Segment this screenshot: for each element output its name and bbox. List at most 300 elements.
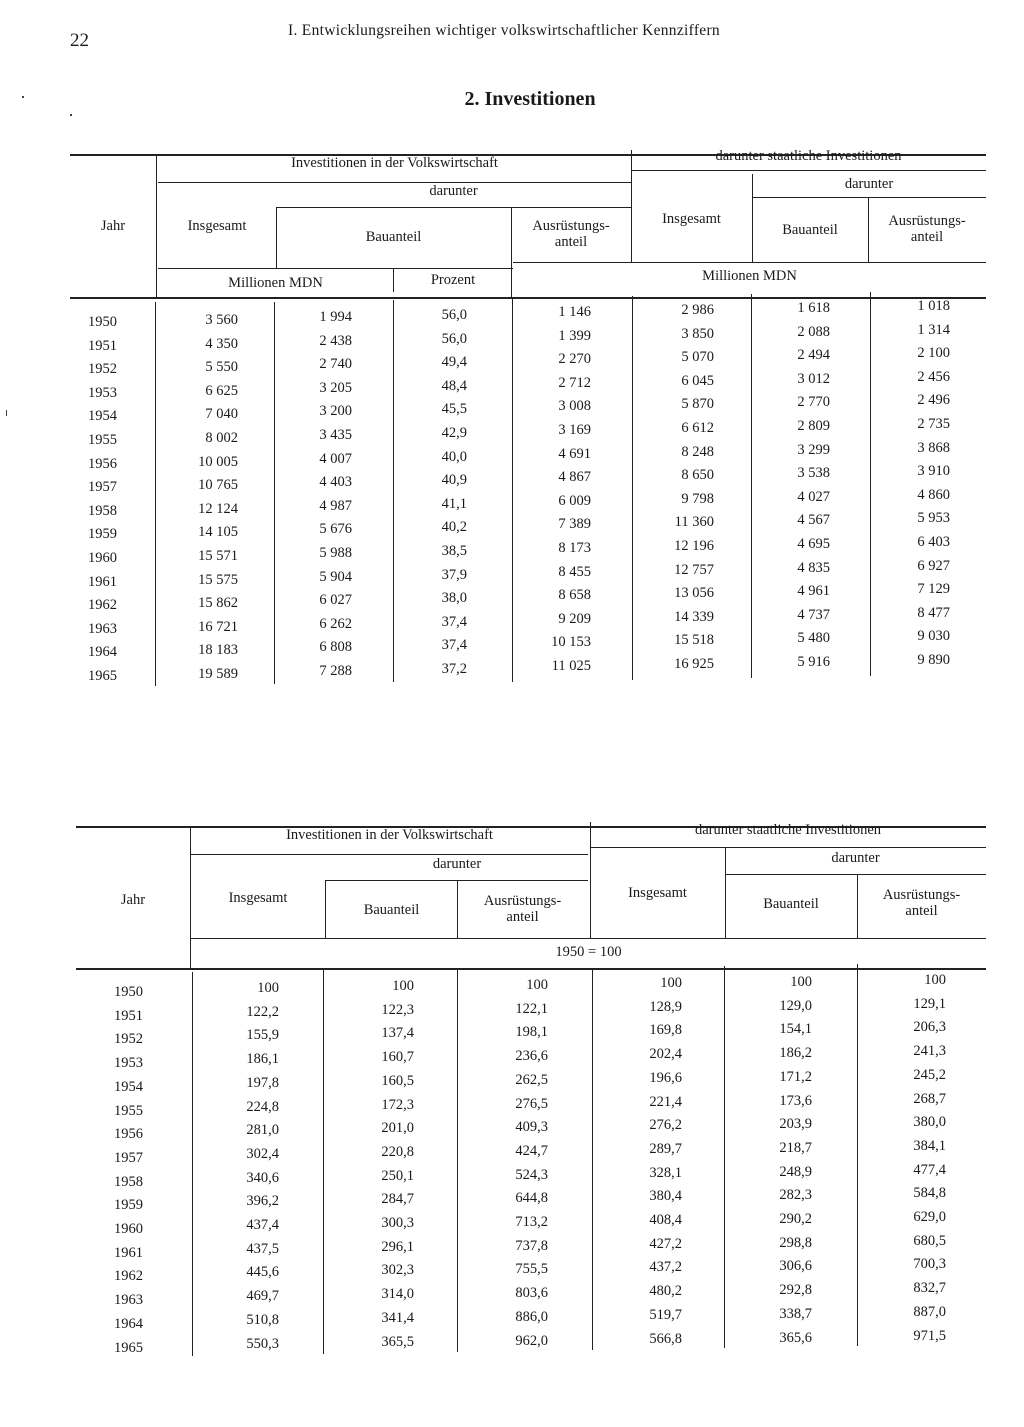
cell-bauanteil: 3 200 [319, 403, 352, 420]
cell-bauanteil: 4 007 [319, 450, 352, 467]
cell-insgesamt: 281,0 [246, 1122, 279, 1139]
cell-ausruestungsanteil: 198,1 [515, 1024, 548, 1041]
col-header-insgesamt: Insgesamt [187, 218, 247, 234]
cell-staatlich-bauanteil: 248,9 [779, 1163, 812, 1180]
running-head: I. Entwicklungsreihen wichtiger volkswirtschaftlicher Kennziffern [288, 22, 720, 39]
year-cell: 1957 [114, 1149, 143, 1166]
cell-staatlich-bauanteil: 203,9 [779, 1116, 812, 1133]
cell-staatlich-ausruestungsanteil: 9 030 [917, 628, 950, 645]
cell-staatlich-ausruestungsanteil: 241,3 [913, 1043, 946, 1060]
cell-ausruestungsanteil: 1 146 [558, 304, 591, 320]
scan-mark [6, 410, 7, 416]
scan-mark [70, 114, 72, 116]
cell-staatlich-bauanteil: 282,3 [779, 1187, 812, 1204]
cell-staatlich-bauanteil: 154,1 [779, 1021, 812, 1038]
cell-ausruestungsanteil: 8 658 [558, 587, 591, 604]
cell-staatlich-bauanteil: 4 695 [797, 536, 830, 552]
year-cell: 1960 [88, 550, 117, 566]
cell-staatlich-ausruestungsanteil: 629,0 [913, 1209, 946, 1225]
cell-staatlich-insgesamt: 8 248 [681, 443, 714, 460]
header-line: Ausrüstungs- [888, 213, 966, 229]
year-cell: 1950 [114, 984, 143, 1000]
table2-vrule [590, 822, 591, 938]
cell-staatlich-bauanteil: 4 737 [797, 606, 830, 623]
cell-staatlich-ausruestungsanteil: 6 403 [917, 534, 950, 550]
cell-staatlich-ausruestungsanteil: 1 314 [917, 321, 950, 338]
cell-bauanteil: 160,5 [381, 1072, 414, 1089]
unit-label-mdn-staatlich: Millionen MDN [702, 268, 797, 284]
cell-staatlich-bauanteil: 5 480 [797, 630, 830, 647]
cell-staatlich-ausruestungsanteil: 3 868 [917, 439, 950, 456]
cell-bauanteil: 201,0 [381, 1120, 414, 1137]
cell-ausruestungsanteil: 3 008 [558, 398, 591, 415]
cell-staatlich-ausruestungsanteil: 8 477 [917, 604, 950, 621]
cell-insgesamt: 15 575 [198, 571, 238, 588]
table1-vrule [751, 294, 752, 678]
header-line: anteil [910, 229, 944, 245]
cell-ausruestungsanteil: 8 455 [558, 563, 591, 580]
cell-staatlich-ausruestungsanteil: 9 890 [917, 652, 950, 668]
cell-staatlich-ausruestungsanteil: 887,0 [913, 1303, 946, 1320]
cell-bauanteil-prozent: 40,9 [441, 472, 467, 489]
col-header-insgesamt-staatlich: Insgesamt [628, 885, 687, 901]
cell-staatlich-ausruestungsanteil: 477,4 [913, 1161, 946, 1178]
cell-staatlich-ausruestungsanteil: 2 456 [917, 368, 950, 385]
cell-staatlich-insgesamt: 437,2 [649, 1259, 682, 1276]
cell-staatlich-insgesamt: 519,7 [649, 1306, 682, 1323]
table1-vrule [156, 156, 157, 298]
cell-staatlich-insgesamt: 5 070 [681, 349, 714, 366]
cell-insgesamt: 437,4 [246, 1217, 279, 1233]
unit-label-prozent: Prozent [430, 272, 476, 288]
cell-ausruestungsanteil: 122,1 [515, 1000, 548, 1017]
year-cell: 1952 [88, 361, 117, 378]
cell-staatlich-bauanteil: 2 494 [797, 347, 830, 364]
cell-staatlich-bauanteil: 290,2 [779, 1211, 812, 1227]
cell-bauanteil: 6 262 [319, 615, 352, 632]
cell-bauanteil: 250,1 [381, 1167, 414, 1184]
cell-bauanteil: 4 403 [319, 474, 352, 491]
cell-staatlich-ausruestungsanteil: 680,5 [913, 1232, 946, 1249]
table1-vrule [870, 292, 871, 676]
year-cell: 1963 [88, 620, 117, 637]
cell-staatlich-bauanteil: 4 567 [797, 512, 830, 529]
group-header-volkswirtschaft: Investitionen in der Volkswirtschaft [286, 827, 493, 843]
cell-staatlich-ausruestungsanteil: 2 100 [917, 345, 950, 362]
cell-insgesamt: 10 765 [198, 477, 238, 494]
table1-rule [276, 207, 631, 208]
cell-bauanteil-prozent: 37,4 [441, 637, 467, 654]
year-cell: 1950 [88, 314, 117, 330]
cell-bauanteil: 284,7 [381, 1191, 414, 1208]
cell-staatlich-bauanteil: 186,2 [779, 1045, 812, 1062]
cell-bauanteil: 314,0 [381, 1286, 414, 1303]
cell-insgesamt: 396,2 [246, 1193, 279, 1210]
cell-staatlich-insgesamt: 196,6 [649, 1069, 682, 1086]
cell-staatlich-ausruestungsanteil: 268,7 [913, 1090, 946, 1107]
cell-bauanteil: 3 205 [319, 379, 352, 396]
cell-staatlich-insgesamt: 221,4 [649, 1093, 682, 1110]
table1-rule [513, 262, 986, 263]
cell-staatlich-insgesamt: 408,4 [649, 1212, 682, 1228]
cell-bauanteil: 220,8 [381, 1143, 414, 1160]
cell-bauanteil: 160,7 [381, 1049, 414, 1066]
cell-staatlich-ausruestungsanteil: 7 129 [917, 581, 950, 598]
cell-staatlich-insgesamt: 16 925 [674, 656, 714, 672]
cell-insgesamt: 15 571 [198, 548, 238, 564]
cell-insgesamt: 5 550 [205, 359, 238, 376]
table2-vrule [857, 964, 858, 1346]
year-cell: 1952 [114, 1031, 143, 1048]
table2-vrule [724, 966, 725, 1348]
cell-bauanteil: 3 435 [319, 427, 352, 443]
year-cell: 1956 [114, 1126, 143, 1143]
group-header-staatlich: darunter staatliche Investitionen [694, 822, 881, 838]
table1-vrule [631, 150, 632, 262]
cell-ausruestungsanteil: 2 712 [558, 374, 591, 391]
cell-insgesamt: 100 [257, 980, 279, 996]
cell-insgesamt: 224,8 [246, 1098, 279, 1115]
cell-staatlich-ausruestungsanteil: 2 496 [917, 392, 950, 409]
table2-rule [191, 938, 986, 939]
year-cell: 1955 [114, 1102, 143, 1119]
cell-insgesamt: 4 350 [205, 335, 238, 352]
cell-bauanteil: 172,3 [381, 1096, 414, 1113]
cell-ausruestungsanteil: 4 867 [558, 469, 591, 486]
cell-ausruestungsanteil: 262,5 [515, 1071, 548, 1088]
table2-vrule [592, 968, 593, 1350]
col-header-jahr: Jahr [120, 892, 146, 908]
cell-staatlich-insgesamt: 13 056 [674, 585, 714, 602]
table2-rule [191, 854, 588, 855]
cell-bauanteil: 5 988 [319, 545, 352, 561]
cell-staatlich-insgesamt: 12 757 [674, 561, 714, 578]
cell-staatlich-ausruestungsanteil: 6 927 [917, 557, 950, 574]
cell-staatlich-ausruestungsanteil: 100 [924, 972, 946, 988]
cell-bauanteil: 5 676 [319, 521, 352, 538]
table2-vrule [192, 972, 193, 1356]
cell-staatlich-ausruestungsanteil: 245,2 [913, 1066, 946, 1083]
cell-bauanteil: 2 740 [319, 356, 352, 373]
cell-ausruestungsanteil: 236,6 [515, 1048, 548, 1065]
table2-vrule [323, 970, 324, 1354]
cell-insgesamt: 197,8 [246, 1074, 279, 1091]
cell-staatlich-insgesamt: 8 650 [681, 467, 714, 484]
year-cell: 1956 [88, 455, 117, 472]
cell-insgesamt: 510,8 [246, 1311, 279, 1328]
table2-header-rule [76, 968, 986, 970]
subgroup-header-darunter: darunter [844, 176, 894, 192]
cell-bauanteil: 365,5 [381, 1333, 414, 1350]
cell-ausruestungsanteil: 424,7 [515, 1142, 548, 1159]
cell-bauanteil: 6 808 [319, 639, 352, 656]
cell-staatlich-insgesamt: 11 360 [674, 514, 714, 531]
cell-bauanteil-prozent: 45,5 [441, 401, 467, 418]
year-cell: 1951 [114, 1007, 143, 1024]
table1-vrule [393, 300, 394, 682]
cell-staatlich-insgesamt: 128,9 [649, 998, 682, 1015]
cell-bauanteil-prozent: 37,4 [441, 613, 467, 630]
header-line: Ausrüstungs- [483, 893, 562, 909]
year-cell: 1958 [114, 1173, 143, 1190]
year-cell: 1964 [88, 644, 117, 661]
cell-staatlich-ausruestungsanteil: 832,7 [913, 1280, 946, 1297]
cell-insgesamt: 6 625 [205, 382, 238, 399]
cell-staatlich-bauanteil: 365,6 [779, 1329, 812, 1346]
table1-rule [158, 268, 513, 269]
cell-insgesamt: 340,6 [246, 1169, 279, 1186]
group-header-volkswirtschaft: Investitionen in der Volkswirtschaft [291, 155, 498, 171]
col-header-bauanteil: Bauanteil [363, 902, 420, 918]
header-line: anteil [905, 903, 938, 919]
year-cell: 1958 [88, 502, 117, 519]
cell-staatlich-insgesamt: 566,8 [649, 1330, 682, 1347]
cell-ausruestungsanteil: 524,3 [515, 1166, 548, 1183]
table1-vrule [274, 302, 275, 684]
year-cell: 1961 [88, 573, 117, 590]
cell-staatlich-insgesamt: 202,4 [649, 1046, 682, 1063]
cell-staatlich-ausruestungsanteil: 4 860 [917, 486, 950, 503]
cell-insgesamt: 19 589 [198, 666, 238, 682]
cell-staatlich-insgesamt: 427,2 [649, 1235, 682, 1252]
cell-bauanteil-prozent: 40,0 [441, 448, 467, 465]
cell-insgesamt: 186,1 [246, 1051, 279, 1068]
cell-staatlich-bauanteil: 173,6 [779, 1092, 812, 1109]
cell-ausruestungsanteil: 409,3 [515, 1119, 548, 1136]
cell-bauanteil-prozent: 37,2 [441, 661, 467, 677]
cell-staatlich-bauanteil: 1 618 [797, 300, 830, 316]
cell-staatlich-insgesamt: 3 850 [681, 325, 714, 342]
cell-bauanteil: 1 994 [319, 309, 352, 325]
year-cell: 1955 [88, 432, 117, 448]
cell-staatlich-bauanteil: 4 835 [797, 559, 830, 576]
cell-insgesamt: 155,9 [246, 1027, 279, 1044]
cell-bauanteil-prozent: 38,0 [441, 590, 467, 607]
cell-bauanteil: 5 904 [319, 568, 352, 585]
subgroup-header-darunter: darunter [429, 183, 478, 199]
cell-ausruestungsanteil: 6 009 [558, 492, 591, 509]
cell-staatlich-insgesamt: 289,7 [649, 1140, 682, 1157]
col-header-insgesamt: Insgesamt [228, 890, 288, 906]
cell-staatlich-insgesamt: 169,8 [649, 1022, 682, 1039]
cell-insgesamt: 15 862 [198, 595, 238, 612]
year-cell: 1963 [114, 1292, 143, 1309]
cell-ausruestungsanteil: 276,5 [515, 1095, 548, 1112]
col-header-ausruestungsanteil [457, 893, 588, 925]
cell-insgesamt: 16 721 [198, 618, 238, 635]
cell-staatlich-insgesamt: 12 196 [674, 538, 714, 554]
header-line: Ausrüstungs- [882, 887, 961, 903]
cell-ausruestungsanteil: 644,8 [515, 1190, 548, 1207]
col-header-bauanteil-staatlich: Bauanteil [763, 896, 819, 912]
cell-staatlich-bauanteil: 298,8 [779, 1234, 812, 1251]
year-cell: 1954 [88, 408, 117, 425]
cell-ausruestungsanteil: 755,5 [515, 1261, 548, 1278]
header-line: Ausrüstungs- [532, 218, 610, 234]
table1-rule [752, 197, 986, 198]
year-cell: 1961 [114, 1244, 143, 1261]
cell-staatlich-ausruestungsanteil: 971,5 [913, 1327, 946, 1344]
cell-ausruestungsanteil: 7 389 [558, 516, 591, 533]
cell-staatlich-bauanteil: 338,7 [779, 1305, 812, 1322]
cell-staatlich-bauanteil: 306,6 [779, 1258, 812, 1275]
cell-staatlich-insgesamt: 480,2 [649, 1283, 682, 1300]
cell-staatlich-insgesamt: 14 339 [674, 608, 714, 625]
cell-staatlich-bauanteil: 5 916 [797, 654, 830, 670]
cell-staatlich-bauanteil: 292,8 [779, 1282, 812, 1299]
year-cell: 1965 [114, 1339, 143, 1356]
cell-insgesamt: 12 124 [198, 500, 238, 517]
cell-ausruestungsanteil: 713,2 [515, 1214, 548, 1230]
header-line: anteil [554, 234, 588, 250]
cell-bauanteil-prozent: 40,2 [441, 519, 467, 536]
cell-staatlich-ausruestungsanteil: 384,1 [913, 1137, 946, 1154]
cell-ausruestungsanteil: 886,0 [515, 1308, 548, 1325]
cell-staatlich-insgesamt: 276,2 [649, 1117, 682, 1134]
cell-staatlich-bauanteil: 3 538 [797, 465, 830, 482]
cell-staatlich-insgesamt: 15 518 [674, 632, 714, 649]
subgroup-header-darunter: darunter [432, 856, 482, 872]
col-header-insgesamt-staatlich: Insgesamt [662, 211, 721, 227]
cell-staatlich-insgesamt: 6 612 [681, 420, 714, 436]
cell-ausruestungsanteil: 1 399 [558, 327, 591, 344]
cell-staatlich-ausruestungsanteil: 380,0 [913, 1114, 946, 1131]
subgroup-header-darunter: darunter [831, 850, 880, 866]
cell-staatlich-bauanteil: 129,0 [779, 997, 812, 1014]
cell-ausruestungsanteil: 3 169 [558, 422, 591, 438]
cell-staatlich-ausruestungsanteil: 5 953 [917, 510, 950, 527]
col-header-ausruestungsanteil [511, 218, 631, 250]
cell-bauanteil-prozent: 56,0 [441, 307, 467, 323]
cell-bauanteil: 341,4 [381, 1309, 414, 1326]
group-header-staatlich: darunter staatliche Investitionen [715, 148, 902, 164]
cell-ausruestungsanteil: 11 025 [551, 658, 591, 674]
col-header-bauanteil: Bauanteil [365, 229, 422, 245]
unit-label-mdn: Millionen MDN [228, 275, 323, 291]
cell-staatlich-insgesamt: 6 045 [681, 372, 714, 389]
cell-staatlich-insgesamt: 100 [660, 975, 682, 991]
cell-bauanteil-prozent: 38,5 [441, 543, 467, 559]
cell-ausruestungsanteil: 737,8 [515, 1237, 548, 1254]
col-header-jahr: Jahr [100, 218, 126, 234]
cell-bauanteil: 300,3 [381, 1215, 414, 1231]
cell-staatlich-ausruestungsanteil: 1 018 [917, 298, 950, 314]
cell-bauanteil: 296,1 [381, 1238, 414, 1255]
year-cell: 1962 [88, 597, 117, 614]
year-cell: 1954 [114, 1078, 143, 1095]
cell-bauanteil: 2 438 [319, 332, 352, 349]
cell-insgesamt: 469,7 [246, 1288, 279, 1305]
cell-staatlich-insgesamt: 9 798 [681, 490, 714, 507]
cell-insgesamt: 445,6 [246, 1264, 279, 1281]
cell-bauanteil: 100 [392, 978, 414, 994]
cell-staatlich-bauanteil: 171,2 [779, 1068, 812, 1085]
year-cell: 1951 [88, 337, 117, 354]
cell-bauanteil-prozent: 41,1 [441, 495, 467, 512]
cell-insgesamt: 10 005 [198, 453, 238, 470]
cell-bauanteil-prozent: 48,4 [441, 377, 467, 394]
cell-staatlich-ausruestungsanteil: 584,8 [913, 1185, 946, 1202]
cell-staatlich-bauanteil: 4 961 [797, 583, 830, 600]
cell-staatlich-ausruestungsanteil: 206,3 [913, 1019, 946, 1036]
cell-staatlich-ausruestungsanteil: 129,1 [913, 995, 946, 1012]
cell-bauanteil: 6 027 [319, 592, 352, 609]
table2-vrule [457, 970, 458, 1352]
cell-ausruestungsanteil: 2 270 [558, 351, 591, 368]
cell-insgesamt: 14 105 [198, 524, 238, 541]
cell-ausruestungsanteil: 962,0 [515, 1332, 548, 1349]
cell-bauanteil-prozent: 56,0 [441, 330, 467, 347]
header-line: anteil [506, 909, 539, 925]
cell-insgesamt: 437,5 [246, 1240, 279, 1257]
cell-staatlich-bauanteil: 100 [790, 974, 812, 990]
cell-insgesamt: 3 560 [205, 312, 238, 328]
year-cell: 1960 [114, 1221, 143, 1237]
cell-staatlich-bauanteil: 3 299 [797, 441, 830, 458]
scan-mark [22, 96, 24, 98]
cell-insgesamt: 550,3 [246, 1335, 279, 1352]
base-year-label: 1950 = 100 [555, 944, 622, 960]
year-cell: 1964 [114, 1315, 143, 1332]
cell-ausruestungsanteil: 8 173 [558, 540, 591, 556]
table1-vrule [632, 296, 633, 680]
cell-bauanteil: 122,3 [381, 1001, 414, 1018]
col-header-ausruestungsanteil-staatlich [857, 887, 986, 919]
cell-staatlich-insgesamt: 328,1 [649, 1164, 682, 1181]
cell-staatlich-ausruestungsanteil: 2 735 [917, 416, 950, 432]
year-cell: 1959 [88, 526, 117, 543]
cell-bauanteil: 7 288 [319, 663, 352, 679]
table2-rule [590, 847, 986, 848]
cell-bauanteil: 4 987 [319, 497, 352, 514]
cell-staatlich-bauanteil: 3 012 [797, 370, 830, 387]
cell-ausruestungsanteil: 9 209 [558, 610, 591, 627]
table2-rule [725, 874, 986, 875]
cell-insgesamt: 7 040 [205, 406, 238, 423]
cell-bauanteil-prozent: 42,9 [441, 425, 467, 441]
cell-staatlich-insgesamt: 5 870 [681, 396, 714, 413]
cell-staatlich-insgesamt: 2 986 [681, 302, 714, 318]
cell-staatlich-bauanteil: 4 027 [797, 488, 830, 505]
col-header-ausruestungsanteil-staatlich [868, 213, 986, 245]
year-cell: 1957 [88, 479, 117, 496]
cell-insgesamt: 302,4 [246, 1145, 279, 1162]
cell-bauanteil: 137,4 [381, 1025, 414, 1042]
cell-staatlich-bauanteil: 218,7 [779, 1139, 812, 1156]
year-cell: 1953 [114, 1055, 143, 1072]
table1-header-rule [70, 297, 986, 299]
cell-insgesamt: 122,2 [246, 1003, 279, 1020]
col-header-bauanteil-staatlich: Bauanteil [782, 222, 838, 238]
cell-ausruestungsanteil: 100 [526, 977, 548, 993]
cell-ausruestungsanteil: 4 691 [558, 445, 591, 462]
cell-staatlich-ausruestungsanteil: 3 910 [917, 463, 950, 480]
page-number: 22 [70, 30, 89, 51]
cell-ausruestungsanteil: 10 153 [551, 634, 591, 651]
cell-staatlich-bauanteil: 2 809 [797, 418, 830, 434]
cell-bauanteil-prozent: 37,9 [441, 566, 467, 583]
cell-bauanteil: 302,3 [381, 1262, 414, 1279]
cell-staatlich-insgesamt: 380,4 [649, 1188, 682, 1205]
table1-vrule [512, 298, 513, 682]
cell-insgesamt: 8 002 [205, 430, 238, 446]
cell-staatlich-ausruestungsanteil: 700,3 [913, 1256, 946, 1273]
table1-vrule [155, 302, 156, 686]
table1-rule [631, 170, 986, 171]
year-cell: 1965 [88, 668, 117, 684]
year-cell: 1959 [114, 1197, 143, 1214]
year-cell: 1962 [114, 1268, 143, 1285]
